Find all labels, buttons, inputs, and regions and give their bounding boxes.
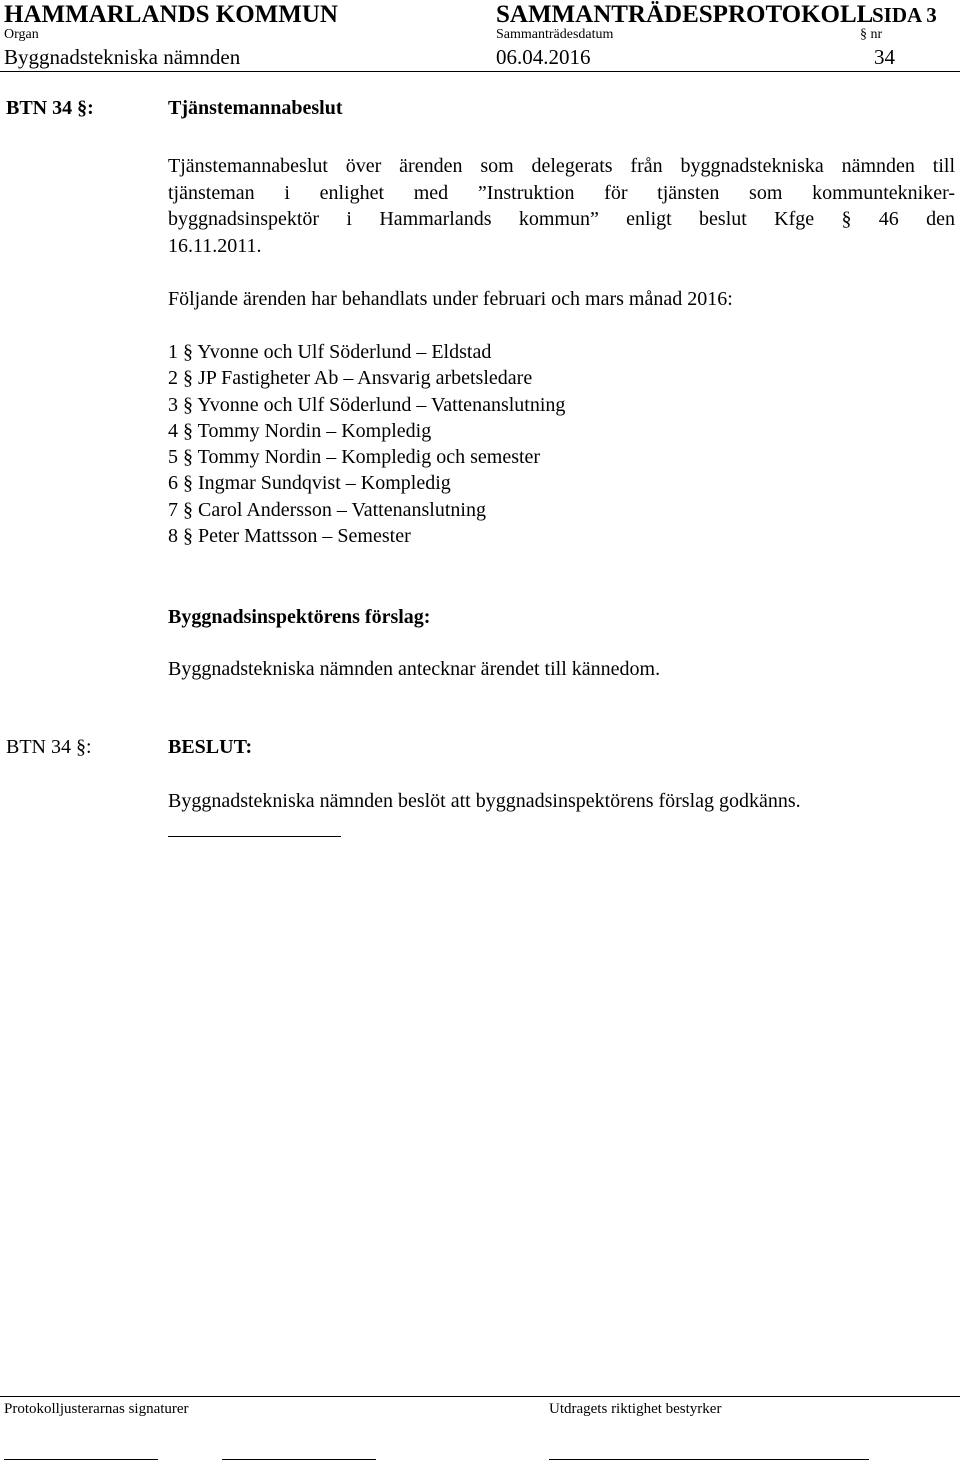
- signature-line: [222, 1459, 376, 1460]
- list-item: 4 § Tommy Nordin – Kompledig: [168, 419, 432, 442]
- organ-label: Organ: [4, 27, 39, 42]
- municipality-name: HAMMARLANDS KOMMUN: [4, 1, 338, 28]
- intro-paragraph: [168, 153, 955, 259]
- proposal-text: Byggnadstekniska nämnden antecknar ärendet till kännedom.: [168, 658, 661, 680]
- intro-line: Tjänstemannabeslut över ärenden som delegerats från byggnadstekniska nämnden till: [168, 155, 955, 177]
- intro-line: 16.11.2011.: [168, 234, 262, 257]
- intro-line: tjänsteman i enlighet med ”Instruktion för tjänsten som kommuntekniker-: [168, 181, 955, 204]
- list-item: 5 § Tommy Nordin – Kompledig och semester: [168, 446, 541, 469]
- list-item: 6 § Ingmar Sundqvist – Kompledig: [168, 472, 451, 495]
- date-label: Sammanträdesdatum: [496, 27, 614, 42]
- footer-rule: [0, 1396, 960, 1397]
- certification-label: Utdragets riktighet bestyrker: [549, 1401, 722, 1417]
- case-list: [168, 339, 565, 549]
- page-number: SIDA 3: [872, 3, 937, 27]
- protocol-title: SAMMANTRÄDESPROTOKOLL: [496, 1, 874, 28]
- section-number: 34: [874, 45, 895, 69]
- decision-ref: BTN 34 §:: [6, 736, 92, 758]
- list-item: 1 § Yvonne och Ulf Söderlund – Eldstad: [168, 341, 492, 363]
- decision-text: Byggnadstekniska nämnden beslöt att byggnadsinspektörens förslag godkänns.: [168, 790, 801, 812]
- end-rule: [168, 836, 341, 837]
- decision-heading: BESLUT:: [168, 736, 253, 758]
- cases-intro: Följande ärenden har behandlats under februari och mars månad 2016:: [168, 288, 733, 310]
- list-item: 3 § Yvonne och Ulf Söderlund – Vattenanslutning: [168, 393, 566, 416]
- signatures-label: Protokolljusterarnas signaturer: [4, 1401, 189, 1417]
- list-item: 8 § Peter Mattsson – Semester: [168, 525, 411, 548]
- header-rule: [0, 71, 960, 72]
- section-heading: Tjänstemannabeslut: [168, 97, 343, 119]
- section-ref: BTN 34 §:: [6, 97, 94, 119]
- list-item: 7 § Carol Andersson – Vattenanslutning: [168, 498, 486, 521]
- intro-line: byggnadsinspektör i Hammarlands kommun” enligt beslut Kfge § 46 den: [168, 208, 955, 230]
- list-item: 2 § JP Fastigheter Ab – Ansvarig arbetsledare: [168, 367, 533, 390]
- nr-label: § nr: [860, 27, 883, 42]
- certification-line: [549, 1459, 869, 1460]
- meeting-date: 06.04.2016: [496, 45, 591, 69]
- proposal-heading: Byggnadsinspektörens förslag:: [168, 606, 431, 628]
- organ-value: Byggnadstekniska nämnden: [4, 45, 241, 69]
- signature-line: [4, 1459, 158, 1460]
